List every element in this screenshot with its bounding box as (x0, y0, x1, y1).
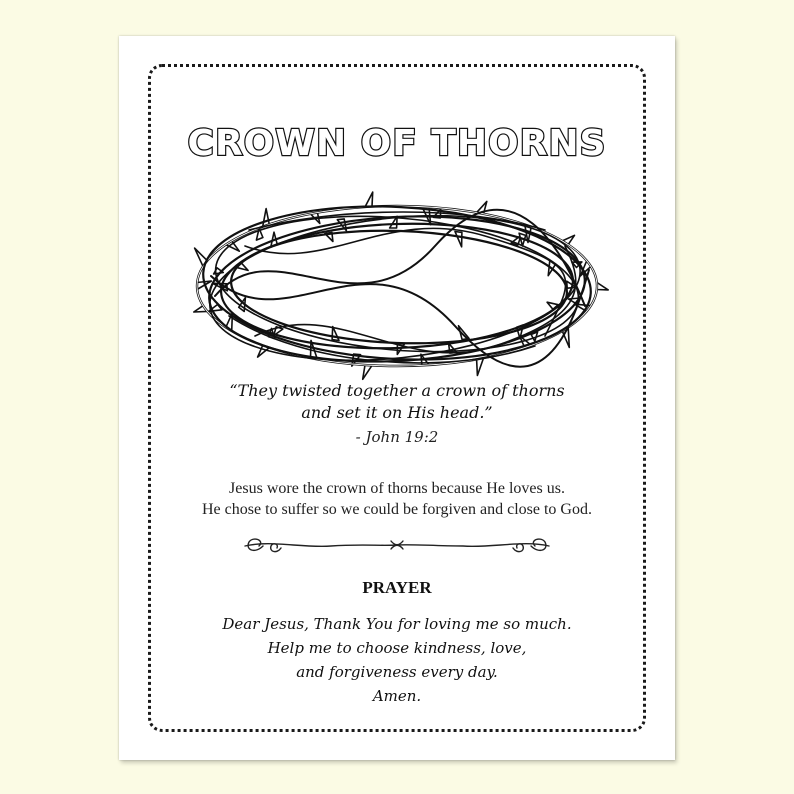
thorn (365, 192, 373, 207)
page-title: CROWN OF THORNS (187, 123, 607, 164)
quote-line: and set it on His head.” (301, 403, 493, 422)
scripture-citation: - John 19:2 (355, 428, 439, 446)
prayer-line: Help me to choose kindness, love, (267, 639, 527, 657)
quote-line: “They twisted together a crown of thorns (229, 381, 565, 400)
explanation-line: Jesus wore the crown of thorns because He loves us. (229, 480, 565, 497)
prayer-line: Dear Jesus, Thank You for loving me so much. (222, 615, 572, 633)
thorn (477, 358, 484, 375)
prayer-heading: PRAYER (362, 578, 432, 597)
coloring-page (119, 36, 675, 760)
scripture-quote (119, 380, 675, 424)
prayer-line: and forgiveness every day. (296, 663, 498, 681)
explanation-text (119, 478, 675, 520)
thorn (363, 365, 372, 379)
thorn (597, 283, 608, 290)
prayer-text (119, 612, 675, 708)
ornamental-flourish-icon (241, 532, 553, 558)
crown-of-thorns-icon (185, 186, 609, 400)
explanation-line: He chose to suffer so we could be forgiven and close to God. (202, 501, 592, 518)
thorn (455, 232, 462, 247)
prayer-line: Amen. (372, 687, 422, 705)
